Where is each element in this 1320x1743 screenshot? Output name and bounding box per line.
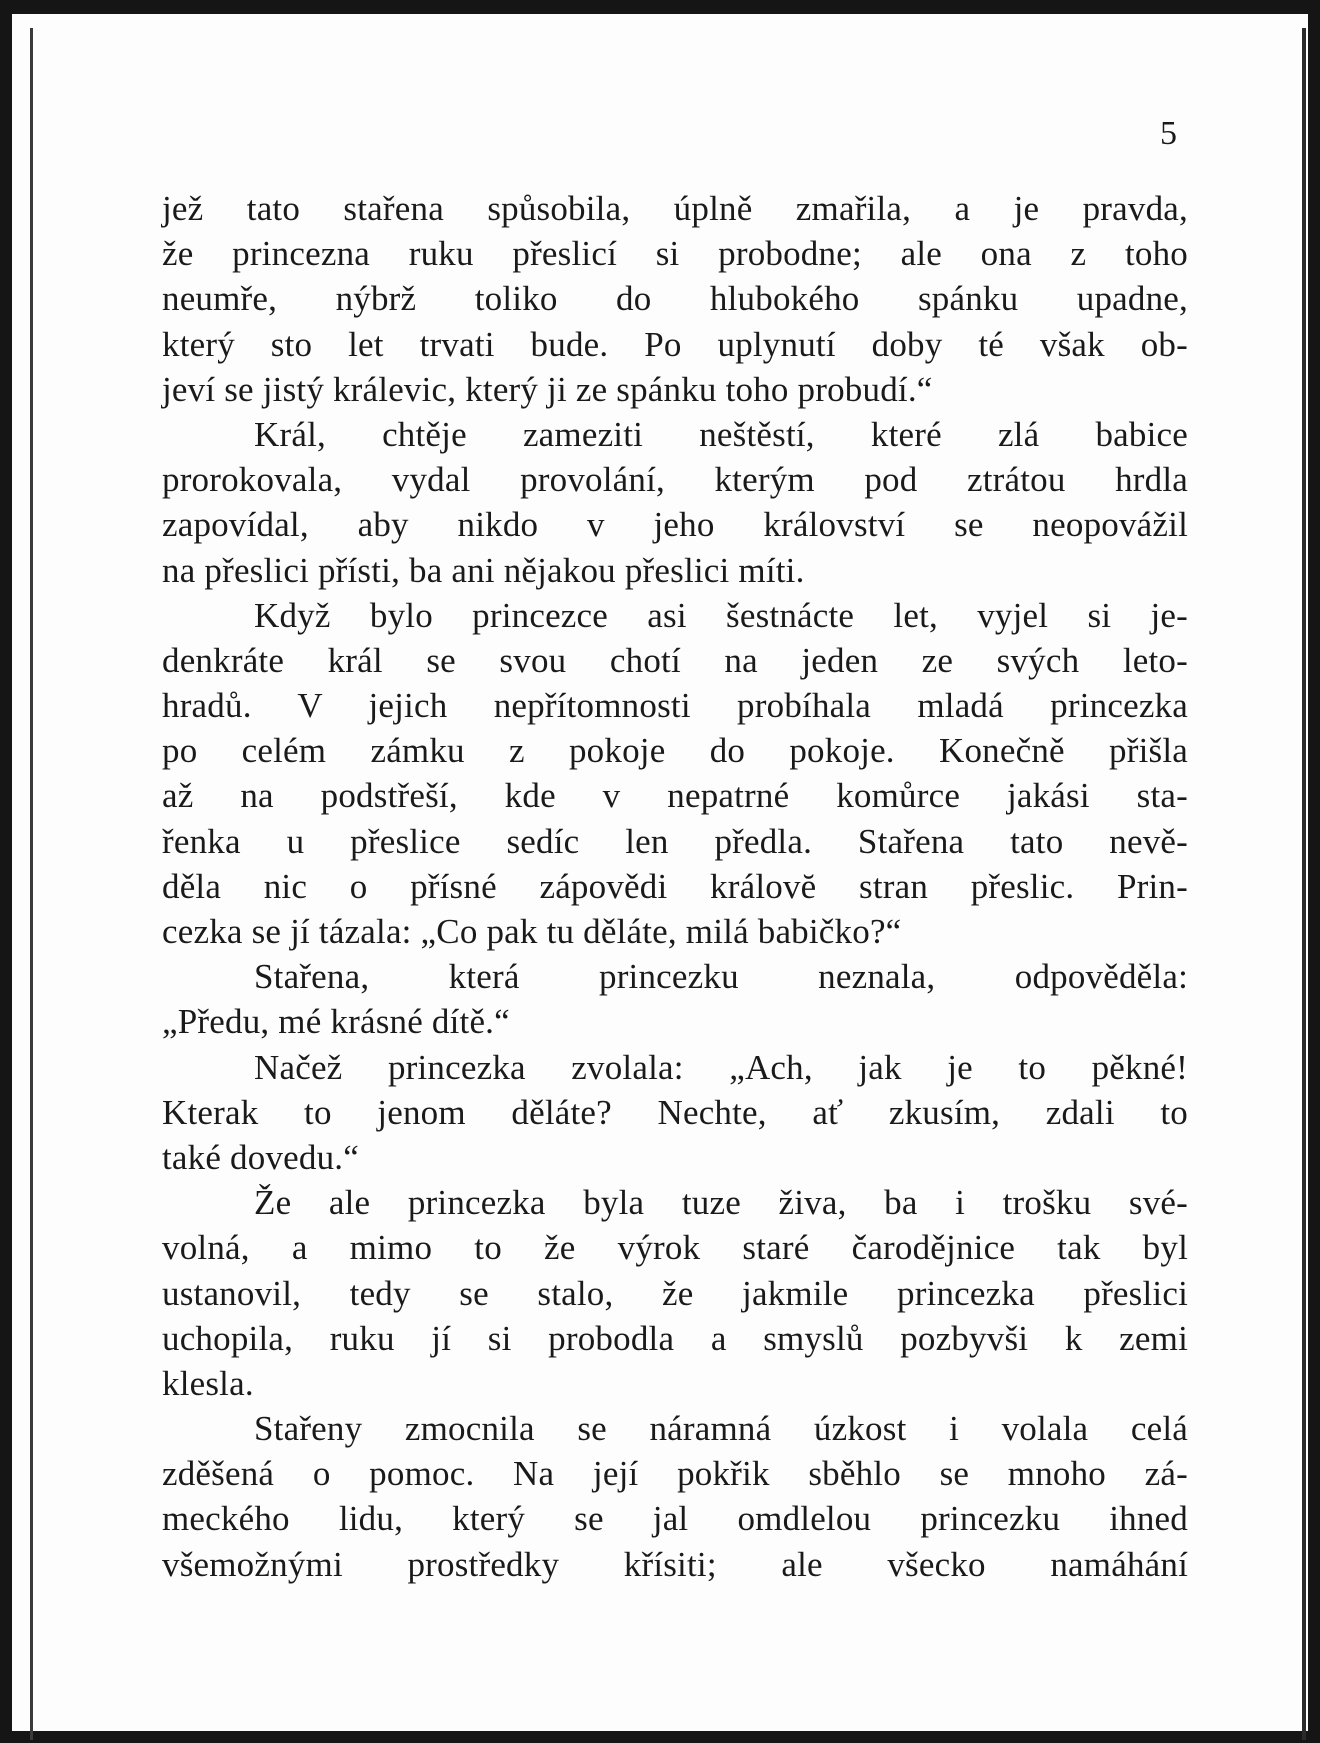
text-line: všemožnými prostředky křísiti; ale všecko namáhání (162, 1544, 1188, 1584)
scan-edge-right (1302, 28, 1306, 1740)
text-line: na přeslici přísti, ba ani nějakou přeslici míti. (162, 550, 805, 590)
text-line: po celém zámku z pokoje do pokoje. Konečně přišla (162, 731, 1188, 771)
text-line: řenka u přeslice sedíc len předla. Stařena tato nevě- (162, 821, 1188, 861)
text-line: zděšená o pomoc. Na její pokřik sběhlo se mnoho zá- (162, 1454, 1188, 1494)
text-line: Že ale princezka byla tuze živa, ba i trošku své- (254, 1183, 1188, 1223)
text-line: hradů. V jejich nepřítomnosti probíhala mladá princezka (162, 686, 1188, 726)
text-line: zapovídal, aby nikdo v jeho království se neopovážil (162, 505, 1188, 545)
text-line: denkráte král se svou chotí na jeden ze svých leto- (162, 640, 1188, 680)
text-line: klesla. (162, 1363, 254, 1403)
page-number: 5 (1160, 115, 1177, 152)
text-line: volná, a mimo to že výrok staré čarodějnice tak byl (162, 1228, 1188, 1268)
text-line: který sto let trvati bude. Po uplynutí doby té však ob- (162, 324, 1188, 364)
text-line: „Předu, mé krásné dítě.“ (162, 1002, 510, 1042)
text-line: prorokovala, vydal provolání, kterým pod ztrátou hrdla (162, 460, 1188, 500)
text-line: cezka se jí tázala: „Co pak tu děláte, milá babičko?“ (162, 912, 902, 951)
body-text (162, 186, 1188, 1587)
text-line: Kterak to jenom děláte? Nechte, ať zkusím, zdali to (162, 1092, 1188, 1132)
scan-edge-left (30, 28, 33, 1740)
text-line: ustanovil, tedy se stalo, že jakmile princezka přeslici (162, 1273, 1188, 1313)
text-line: Když bylo princezce asi šestnácte let, vyjel si je- (254, 595, 1188, 635)
text-line: Stařeny zmocnila se náramná úzkost i volala celá (254, 1409, 1188, 1449)
text-line: uchopila, ruku jí si probodla a smyslů pozbyvši k zemi (162, 1318, 1188, 1358)
text-line: až na podstřeší, kde v nepatrné komůrce jakási sta- (162, 776, 1188, 816)
text-line: Načež princezka zvolala: „Ach, jak je to pěkné! (254, 1047, 1188, 1087)
text-line: Stařena, která princezku neznala, odpověděla: (254, 957, 1188, 997)
text-line: Král, chtěje zameziti neštěstí, které zlá babice (254, 414, 1188, 454)
text-line: děla nic o přísné zápovědi královĕ stran přeslic. Prin- (162, 866, 1188, 906)
text-line: meckého lidu, který se jal omdlelou princezku ihned (162, 1499, 1188, 1539)
text-line: že princezna ruku přeslicí si probodne; ale ona z toho (162, 234, 1188, 274)
text-line: jeví se jistý králevic, který ji ze spánku toho probudí.“ (162, 369, 933, 409)
text-line: také dovedu.“ (162, 1137, 359, 1177)
text-line: jež tato stařena spůsobila, úplně zmařila, a je pravda, (162, 189, 1188, 228)
text-line: neumře, nýbrž toliko do hlubokého spánku upadne, (162, 279, 1188, 319)
